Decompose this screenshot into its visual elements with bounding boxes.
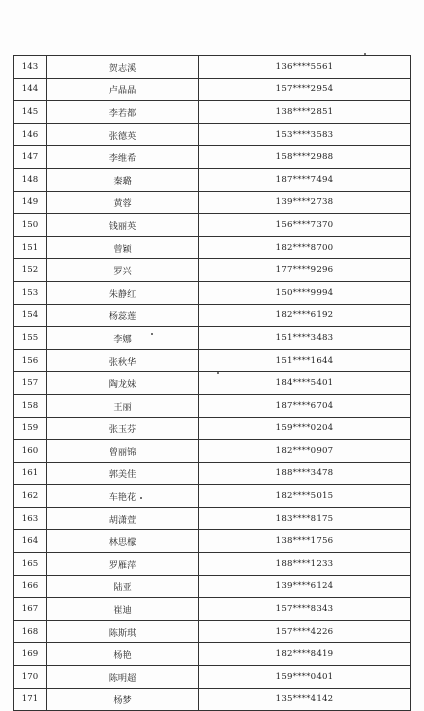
person-name: 卢晶晶 — [47, 78, 199, 101]
phone-number: 157****4226 — [199, 620, 411, 643]
row-number: 166 — [14, 575, 47, 598]
phone-number: 184****5401 — [199, 372, 411, 395]
table-row — [14, 575, 411, 598]
phone-number: 187****6704 — [199, 394, 411, 417]
row-number: 154 — [14, 304, 47, 327]
table-row — [14, 553, 411, 576]
person-name: 陶龙妹 — [47, 372, 199, 395]
phone-number: 182****0907 — [199, 440, 411, 463]
table-row — [14, 666, 411, 689]
table-row — [14, 530, 411, 553]
person-name: 贺志溪 — [47, 56, 199, 79]
phone-number: 136****5561 — [199, 56, 411, 79]
row-number: 169 — [14, 643, 47, 666]
row-number: 162 — [14, 485, 47, 508]
phone-number: 139****2738 — [199, 191, 411, 214]
table-row — [14, 101, 411, 124]
person-name: 陈明超 — [47, 666, 199, 689]
person-name: 杨梦 — [47, 688, 199, 711]
phone-number: 156****7370 — [199, 214, 411, 237]
phone-number: 188****1233 — [199, 553, 411, 576]
phone-number: 182****8419 — [199, 643, 411, 666]
table-row — [14, 349, 411, 372]
person-name: 朱静红 — [47, 281, 199, 304]
person-name: 张玉芬 — [47, 417, 199, 440]
row-number: 155 — [14, 327, 47, 350]
scan-speck — [217, 372, 219, 374]
table-row — [14, 598, 411, 621]
table-row — [14, 440, 411, 463]
person-name: 崔迪 — [47, 598, 199, 621]
roster-table-body — [14, 56, 411, 711]
phone-number: 151****3483 — [199, 327, 411, 350]
table-row — [14, 688, 411, 711]
table-row — [14, 643, 411, 666]
person-name: 罗兴 — [47, 259, 199, 282]
table-row — [14, 281, 411, 304]
phone-number: 135****4142 — [199, 688, 411, 711]
person-name: 杨蕊莲 — [47, 304, 199, 327]
table-row — [14, 327, 411, 350]
person-name: 张秋华 — [47, 349, 199, 372]
scan-speck — [140, 497, 142, 499]
person-name: 秦璐 — [47, 168, 199, 191]
row-number: 151 — [14, 236, 47, 259]
row-number: 156 — [14, 349, 47, 372]
row-number: 171 — [14, 688, 47, 711]
row-number: 158 — [14, 394, 47, 417]
phone-number: 159****0204 — [199, 417, 411, 440]
table-row — [14, 417, 411, 440]
person-name: 曾丽锦 — [47, 440, 199, 463]
table-row — [14, 304, 411, 327]
phone-number: 151****1644 — [199, 349, 411, 372]
person-name: 郭美佳 — [47, 462, 199, 485]
row-number: 168 — [14, 620, 47, 643]
person-name: 胡潇萱 — [47, 507, 199, 530]
row-number: 167 — [14, 598, 47, 621]
table-row — [14, 236, 411, 259]
row-number: 152 — [14, 259, 47, 282]
row-number: 150 — [14, 214, 47, 237]
phone-number: 150****9994 — [199, 281, 411, 304]
phone-number: 177****9296 — [199, 259, 411, 282]
row-number: 147 — [14, 146, 47, 169]
row-number: 146 — [14, 123, 47, 146]
table-row — [14, 259, 411, 282]
scan-speck — [151, 333, 153, 335]
row-number: 144 — [14, 78, 47, 101]
person-name: 林思檬 — [47, 530, 199, 553]
phone-number: 188****3478 — [199, 462, 411, 485]
scan-speck — [364, 53, 366, 55]
table-row — [14, 56, 411, 79]
row-number: 170 — [14, 666, 47, 689]
table-row — [14, 78, 411, 101]
person-name: 黄蓉 — [47, 191, 199, 214]
person-name: 陆亚 — [47, 575, 199, 598]
roster-table — [13, 55, 411, 711]
phone-number: 183****8175 — [199, 507, 411, 530]
phone-number: 187****7494 — [199, 168, 411, 191]
table-row — [14, 214, 411, 237]
phone-number: 182****5015 — [199, 485, 411, 508]
phone-number: 182****6192 — [199, 304, 411, 327]
person-name: 李若都 — [47, 101, 199, 124]
row-number: 149 — [14, 191, 47, 214]
person-name: 杨艳 — [47, 643, 199, 666]
table-row — [14, 146, 411, 169]
row-number: 164 — [14, 530, 47, 553]
person-name: 车艳花 — [47, 485, 199, 508]
phone-number: 157****2954 — [199, 78, 411, 101]
row-number: 165 — [14, 553, 47, 576]
phone-number: 157****8343 — [199, 598, 411, 621]
row-number: 159 — [14, 417, 47, 440]
phone-number: 139****6124 — [199, 575, 411, 598]
row-number: 145 — [14, 101, 47, 124]
table-row — [14, 507, 411, 530]
phone-number: 159****0401 — [199, 666, 411, 689]
row-number: 160 — [14, 440, 47, 463]
row-number: 148 — [14, 168, 47, 191]
row-number: 157 — [14, 372, 47, 395]
table-row — [14, 372, 411, 395]
row-number: 163 — [14, 507, 47, 530]
person-name: 张德英 — [47, 123, 199, 146]
table-row — [14, 191, 411, 214]
table-row — [14, 620, 411, 643]
person-name: 李娜 — [47, 327, 199, 350]
phone-number: 158****2988 — [199, 146, 411, 169]
person-name: 曾颖 — [47, 236, 199, 259]
table-row — [14, 394, 411, 417]
phone-number: 138****1756 — [199, 530, 411, 553]
person-name: 王丽 — [47, 394, 199, 417]
row-number: 161 — [14, 462, 47, 485]
person-name: 钱丽英 — [47, 214, 199, 237]
table-row — [14, 485, 411, 508]
table-row — [14, 462, 411, 485]
table-row — [14, 168, 411, 191]
row-number: 153 — [14, 281, 47, 304]
person-name: 李维希 — [47, 146, 199, 169]
phone-number: 138****2851 — [199, 101, 411, 124]
person-name: 罗雁萍 — [47, 553, 199, 576]
phone-number: 182****8700 — [199, 236, 411, 259]
row-number: 143 — [14, 56, 47, 79]
table-row — [14, 123, 411, 146]
phone-number: 153****3583 — [199, 123, 411, 146]
person-name: 陈斯琪 — [47, 620, 199, 643]
